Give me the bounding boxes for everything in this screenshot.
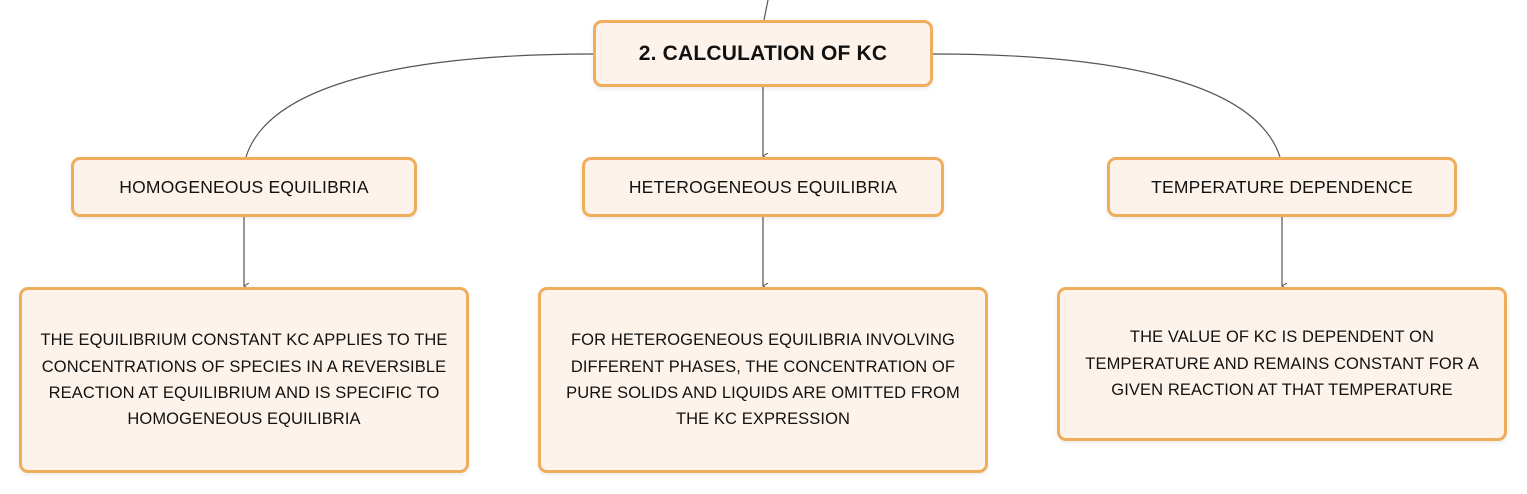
topic-node-heterogeneous[interactable] [582, 157, 944, 217]
detail-node-homogeneous[interactable] [19, 287, 469, 473]
topic-node-label: HETEROGENEOUS EQUILIBRIA [628, 176, 898, 197]
detail-node-text: THE VALUE OF KC IS DEPENDENT ON TEMPERATURE AND REMAINS CONSTANT FOR A GIVEN REACTION AT THAT TEMPERATURE [1085, 328, 1479, 400]
detail-node-text: THE EQUILIBRIUM CONSTANT KC APPLIES TO THE CONCENTRATIONS OF SPECIES IN A REVERSIBLE REACTION AT EQUILIBRIUM AND IS SPECIFIC TO HOMOGENEOUS EQUILIBRIA [40, 331, 448, 429]
detail-node-heterogeneous[interactable] [538, 287, 988, 473]
root-node[interactable] [593, 20, 933, 87]
topic-node-homogeneous[interactable] [71, 157, 417, 217]
topic-node-temperature[interactable] [1107, 157, 1457, 217]
detail-node-text: FOR HETEROGENEOUS EQUILIBRIA INVOLVING DIFFERENT PHASES, THE CONCENTRATION OF PURE SOLIDS AND LIQUIDS ARE OMITTED FROM THE KC EXPRESSION [566, 331, 960, 429]
incoming-parent-line [764, 0, 768, 20]
detail-node-temperature[interactable] [1057, 287, 1507, 441]
connector-root-to-temperature [933, 54, 1280, 157]
root-node-label: 2. CALCULATION OF KC [638, 41, 888, 65]
connector-root-to-homogeneous [246, 54, 593, 157]
topic-node-label: TEMPERATURE DEPENDENCE [1151, 176, 1413, 197]
topic-node-label: HOMOGENEOUS EQUILIBRIA [119, 176, 369, 197]
